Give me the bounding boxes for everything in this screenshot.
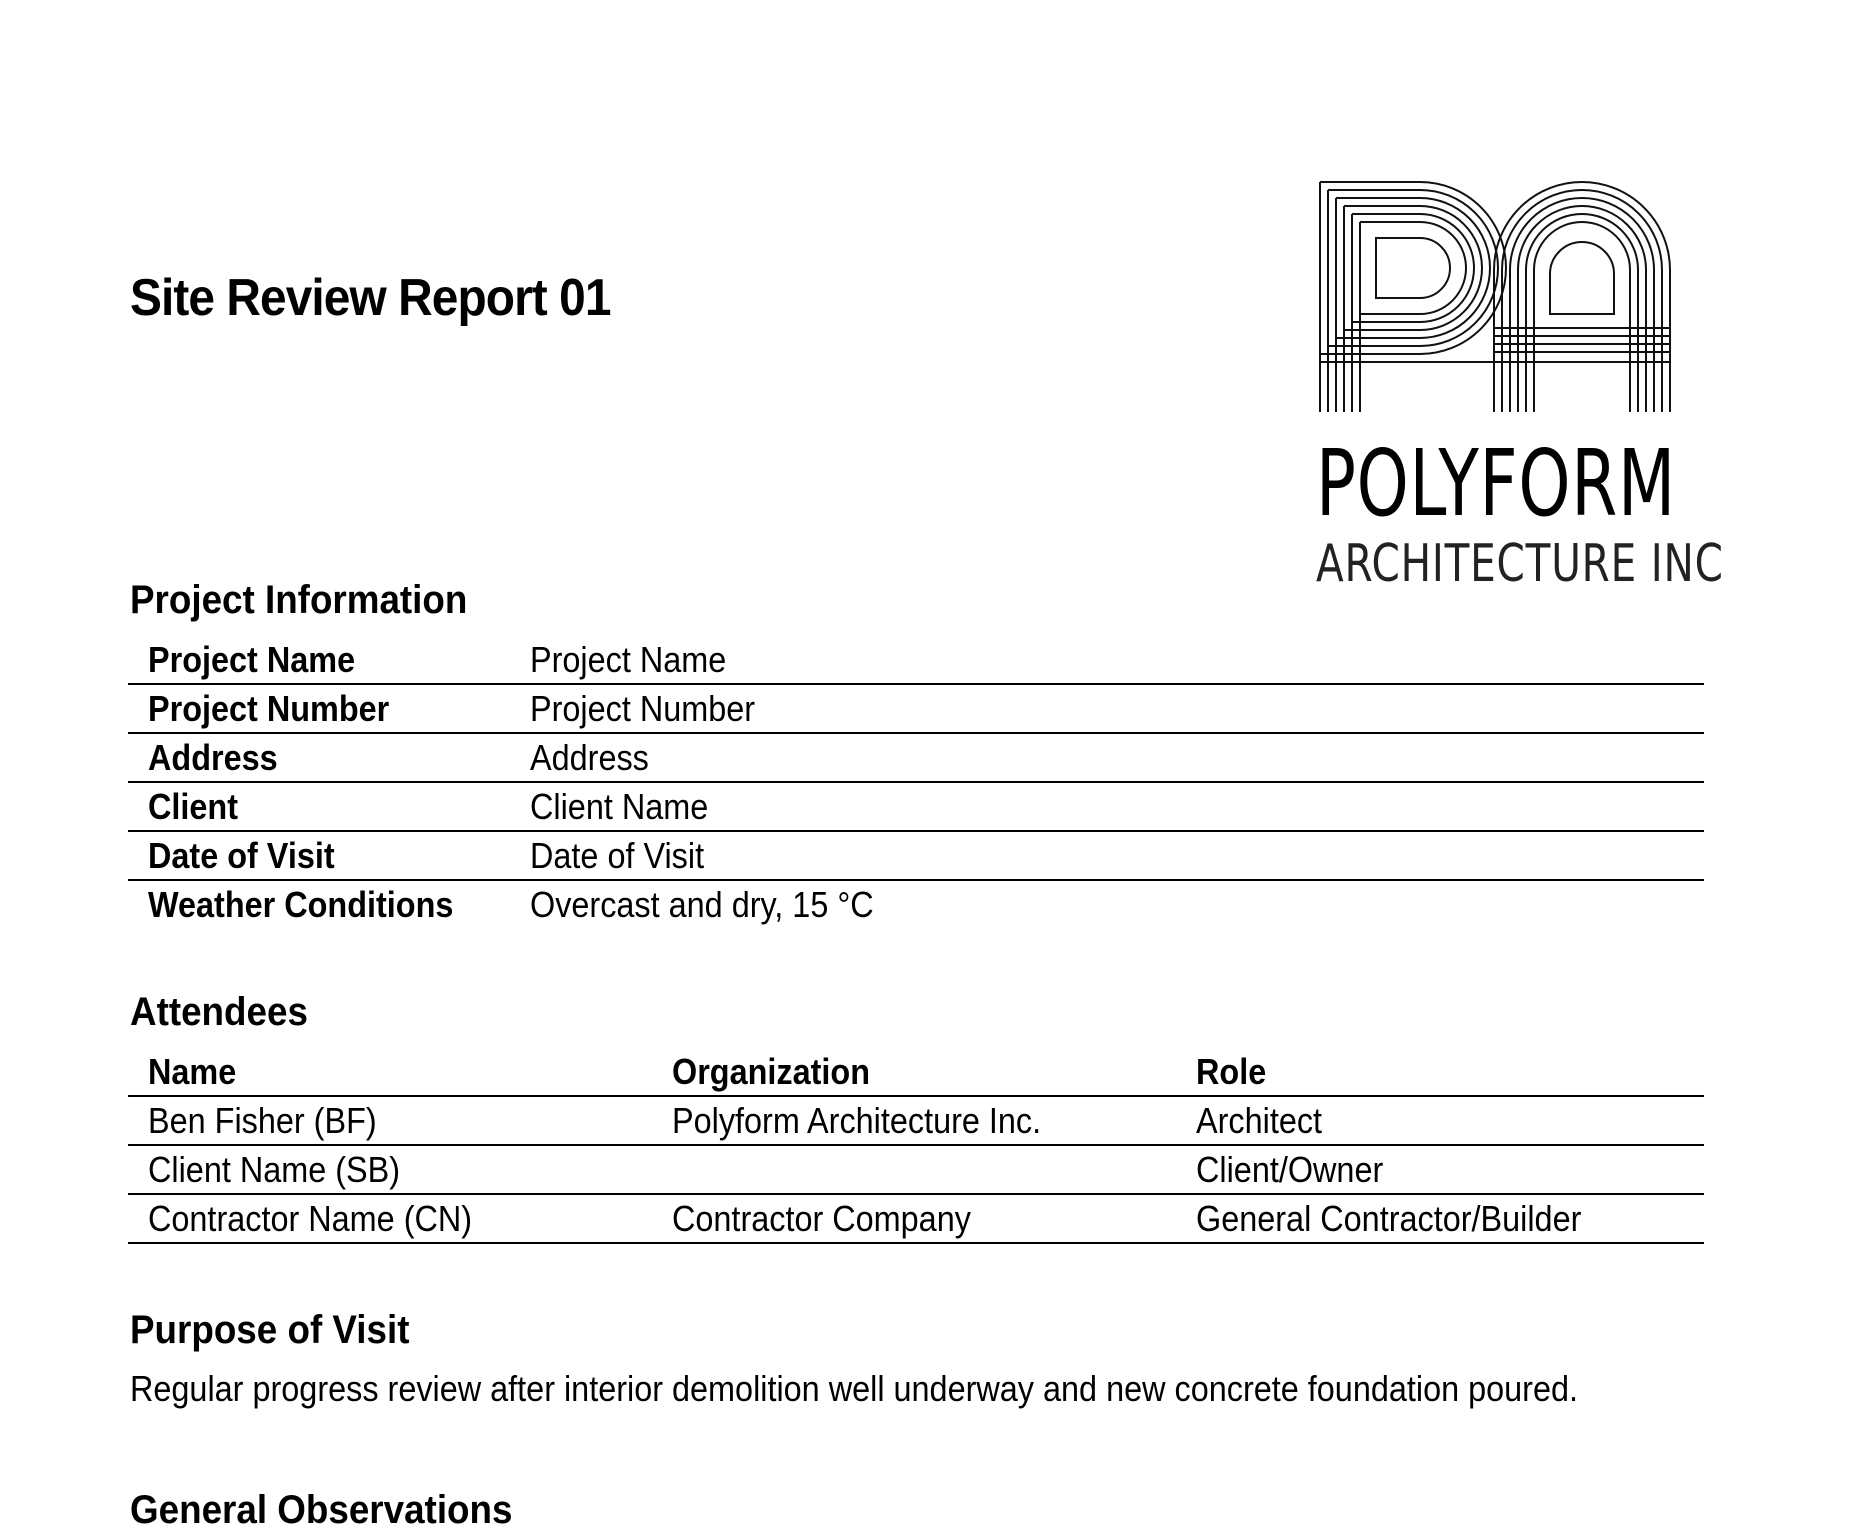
attendee-role: Client/Owner xyxy=(1196,1149,1384,1190)
row-value: Project Number xyxy=(530,688,756,729)
row-value: Date of Visit xyxy=(530,835,705,876)
pa-monogram-icon xyxy=(1316,178,1676,414)
table-row xyxy=(128,1194,1704,1243)
table-row xyxy=(128,1145,1704,1194)
table-row xyxy=(128,880,1704,928)
column-header-role: Role xyxy=(1196,1051,1267,1092)
row-label: Weather Conditions xyxy=(148,884,454,925)
table-header-row xyxy=(128,1048,1704,1096)
table-row xyxy=(128,733,1704,782)
attendee-name: Client Name (SB) xyxy=(148,1149,401,1190)
purpose-heading: Purpose of Visit xyxy=(130,1308,410,1352)
table-row xyxy=(128,636,1704,684)
attendees-heading: Attendees xyxy=(130,990,308,1034)
table-row xyxy=(128,1096,1704,1145)
company-logo xyxy=(1316,178,1724,594)
row-value: Project Name xyxy=(530,639,727,680)
table-row xyxy=(128,831,1704,880)
page-title: Site Review Report 01 xyxy=(130,269,611,327)
attendee-name: Contractor Name (CN) xyxy=(148,1198,473,1239)
row-label: Project Name xyxy=(148,639,356,680)
attendee-organization: Contractor Company xyxy=(672,1198,971,1239)
attendee-role: Architect xyxy=(1196,1100,1323,1141)
attendee-role: General Contractor/Builder xyxy=(1196,1198,1582,1239)
column-header-name: Name xyxy=(148,1051,237,1092)
column-header-organization: Organization xyxy=(672,1051,871,1092)
row-label: Client xyxy=(148,786,239,827)
purpose-text: Regular progress review after interior demolition well underway and new concrete foundation poured. xyxy=(130,1368,1579,1409)
row-label: Date of Visit xyxy=(148,835,335,876)
row-value: Client Name xyxy=(530,786,709,827)
attendees-table xyxy=(128,1048,1704,1244)
attendee-organization: Polyform Architecture Inc. xyxy=(672,1100,1042,1141)
project-information-table xyxy=(128,636,1704,928)
project-information-heading: Project Information xyxy=(130,578,468,622)
logo-wordmark: POLYFORM xyxy=(1316,430,1676,537)
general-observations-heading: General Observations xyxy=(130,1488,513,1532)
row-value: Overcast and dry, 15 °C xyxy=(530,884,874,925)
table-row xyxy=(128,782,1704,831)
row-value: Address xyxy=(530,737,649,778)
logo-subtitle: ARCHITECTURE INC xyxy=(1316,534,1724,594)
row-label: Project Number xyxy=(148,688,390,729)
table-row xyxy=(128,684,1704,733)
attendee-name: Ben Fisher (BF) xyxy=(148,1100,377,1141)
row-label: Address xyxy=(148,737,278,778)
